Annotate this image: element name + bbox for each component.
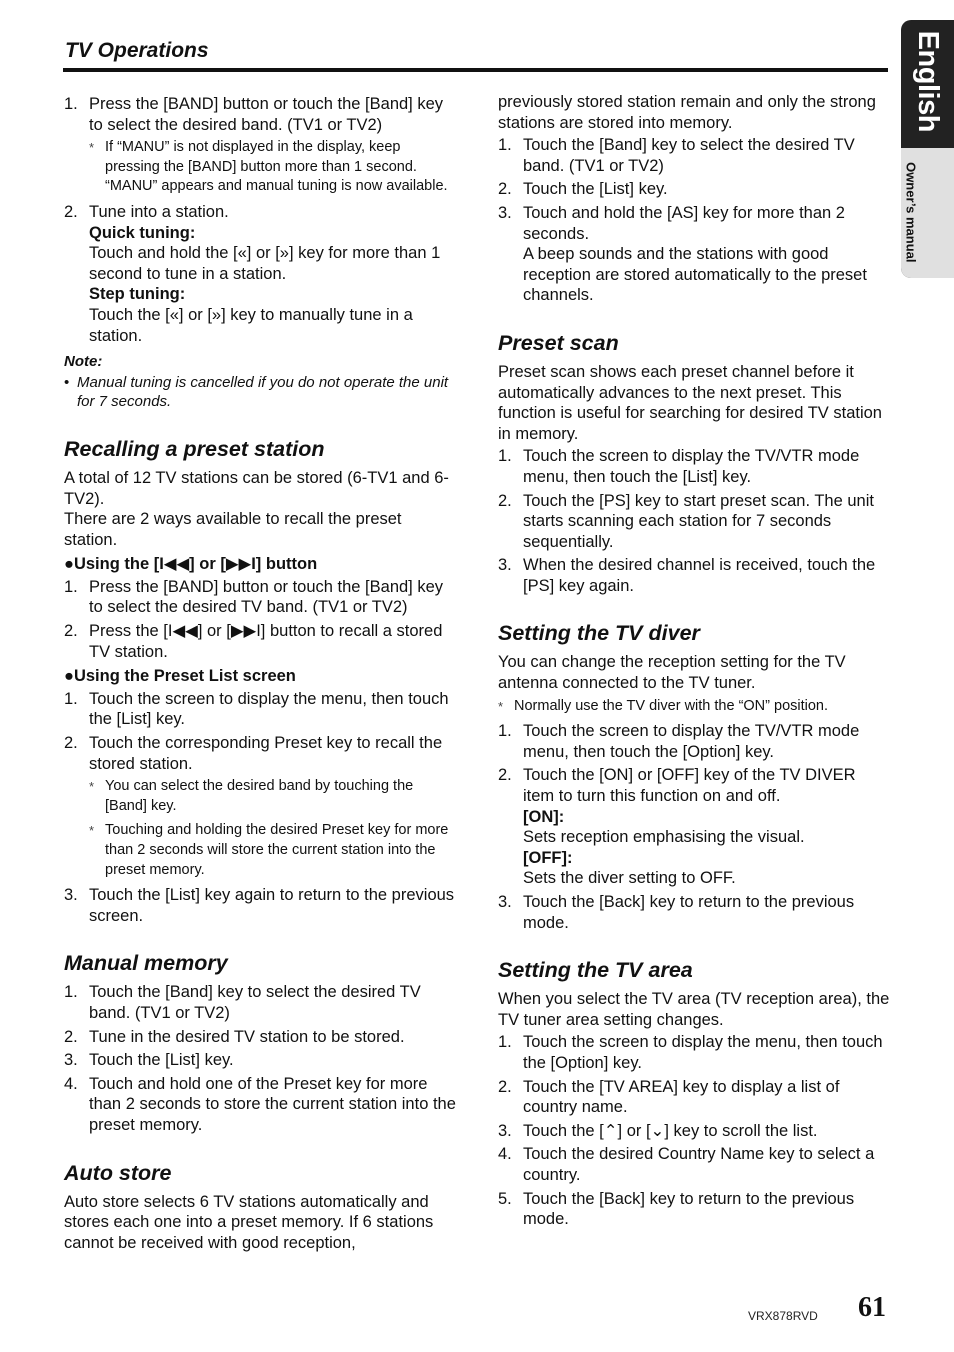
footnote: * You can select the desired band by touching the [Band] key. [89,778,414,814]
owners-manual-label: Owner’s manual [903,161,919,263]
page-number: 61 [858,1292,886,1323]
recall-steps-2 [64,689,456,927]
recall-steps-1 [64,577,456,662]
list-item: 2. Touch the [PS] key to start preset scan. The unit starts scanning each station for 7 seconds sequentially. [498,491,874,551]
section-title-preset-scan: Preset scan [498,330,619,355]
header-rule [63,68,888,72]
list-item: 4. Touch and hold one of the Preset key for more than 2 seconds to store the current station into the preset memory. [64,1074,456,1134]
list-item: 2. Tune in the desired TV station to be stored. [64,1027,405,1046]
manual-memory-steps [64,982,456,1135]
list-item: 3. Touch the [Back] key to return to the previous mode. [498,893,855,932]
list-item: 1. Touch the [Band] key to select the desired TV band. (TV1 or TV2) [498,136,855,175]
list-item: 1. Touch the screen to display the menu, then touch the [Option] key. [498,1033,883,1072]
list-item: 1. Touch the screen to display the TV/VTR mode menu, then touch the [Option] key. [498,722,860,761]
list-item: 4. Touch the desired Country Name key to select a country. [498,1145,875,1184]
method-heading: ●Using the [I◀◀] or [▶▶I] button [64,555,318,574]
off-option-label: [OFF]: [523,848,573,867]
section-title-manual-memory: Manual memory [64,951,228,976]
list-item: 1. Press the [BAND] button or touch the [Band] key to select the desired band. (TV1 or TV2) * If “MANU” is not displayed in the display, keep pressing the [BAND] button more than 1 second. “MANU” appears and manual tuning is now available. [64,94,456,197]
list-item: 3. Touch the [List] key. [64,1051,234,1070]
section-title-tv-area: Setting the TV area [498,958,693,983]
footnote: * Touching and holding the desired Preset key for more than 2 seconds will store the current station into the preset memory. [89,822,449,878]
tv-diver-steps [498,721,890,933]
list-item: 1. Touch the screen to display the TV/VTR mode menu, then touch the [List] key. [498,447,860,486]
tv-area-steps [498,1032,890,1229]
list-item: 3. Touch the [List] key again to return to the previous screen. [64,886,455,925]
on-option-label: [ON]: [523,807,565,826]
model-number: VRX878RVD [748,1309,818,1323]
list-item: 1. Touch the [Band] key to select the desired TV band. (TV1 or TV2) [64,983,421,1022]
left-column: 1. Press the [BAND] button or touch the [Band] key to select the desired band. (TV1 or TV2) * If “MANU” is not displayed in the display, keep pressing the [BAND] button more than 1 second. “MANU” appears and manual tuning is now available. 2. Tune into a station. Quick tuning: Touch and hold the [«] or [»] key for more than 1 second to tune in a station. Step tuning: Touch the [«] or [»] key to manually tune in a station. Note: • Manual tuning is cancelled if you do not operate the unit for 7 seconds. Recalling a preset station A total of 12 TV stations can be stored (6-TV1 and 6-TV2). There are 2 ways available to recall the preset station. ●Using the [I◀◀] or [▶▶I] button 1. Press the [BAND] button or touch the [Band] key to select the desired TV band. (TV1 or TV2) 2. Press the [I◀◀] or [▶▶I] button to recall a stored TV station. ●Using the Preset List screen 1. Touch the screen to display the menu, then touch the [List] key. 2. Touch the corresponding Preset key to recall the stored station. * You can select the desired band by touching the [Band] key. * Touching and holding the desired Preset key for more than 2 seconds will store the current station into the preset memory. 3. Touch the [List] key again to return to the previous screen. Manual memory 1. Touch the [Band] key to select the desired TV band. (TV1 or TV2) 2. Tune in the desired TV station to be stored. 3. Touch the [List] key. 4. Touch and hold one of the Preset key for more than 2 seconds to store the current station into the preset memory. Auto store Auto store selects 6 TV stations automatically and stores each one into a preset memory. If 6 stations cannot be received with good reception, [64,95,456,1252]
note-text: • Manual tuning is cancelled if you do not operate the unit for 7 seconds. [64,373,449,411]
section-header-title: TV Operations [65,39,209,62]
footnote: * Normally use the TV diver with the “ON” position. [498,697,829,714]
list-item: 2. Tune into a station. Quick tuning: Touch and hold the [«] or [»] key for more than 1 second to tune in a station. Step tuning: Touch the [«] or [»] key to manually tune in a station. [64,202,456,346]
quick-tuning-label: Quick tuning: [89,223,196,242]
list-item: 3. Touch the [⌃] or [⌄] key to scroll the list. [498,1121,818,1140]
list-item: 2. Touch the [ON] or [OFF] key of the TV DIVER item to turn this function on and off. [ON]: Sets reception emphasising the visual. [OFF]: Sets the diver setting to OFF. [498,765,890,889]
list-item: 1. Touch the screen to display the menu, then touch the [List] key. [64,689,449,729]
list-item: 5. Touch the [Back] key to return to the previous mode. [498,1189,855,1229]
section-title-recall: Recalling a preset station [64,436,325,461]
list-item: 2. Press the [I◀◀] or [▶▶I] button to recall a stored TV station. [64,622,443,661]
step-tuning-label: Step tuning: [89,285,186,304]
list-item: 1. Press the [BAND] button or touch the [Band] key to select the desired TV band. (TV1 or TV2) [64,577,444,617]
list-item: 2. Touch the [List] key. [498,180,668,199]
list-item: 2. Touch the corresponding Preset key to recall the stored station. * You can select the desired band by touching the [Band] key. * Touching and holding the desired Preset key for more than 2 seconds will store the current station into the preset memory. [64,733,456,880]
method-heading: ●Using the Preset List screen [64,667,296,686]
language-label: English [912,30,945,132]
list-item: 3. When the desired channel is received, touch the [PS] key again. [498,556,876,595]
intro-steps [64,94,456,346]
list-item: 2. Touch the [TV AREA] key to display a list of country name. [498,1077,840,1117]
right-column: previously stored station remain and only the strong stations are stored into memory. 1. Touch the [Band] key to select the desired TV band. (TV1 or TV2) 2. Touch the [List] key. 3. Touch and hold the [AS] key for more than 2 seconds. A beep sounds and the stations with good reception are stored automatically to the preset channels. Preset scan Preset scan shows each preset channel before it automatically advances to the next preset. This function is useful for searching for desired TV station in memory. 1. Touch the screen to display the TV/VTR mode menu, then touch the [List] key. 2. Touch the [PS] key to start preset scan. The unit starts scanning each station for 7 seconds sequentially. 3. When the desired channel is received, touch the [PS] key again. Setting the TV diver You can change the reception setting for the TV antenna connected to the TV tuner. * Normally use the TV diver with the “ON” position. 1. Touch the screen to display the TV/VTR mode menu, then touch the [Option] key. 2. Touch the [ON] or [OFF] key of the TV DIVER item to turn this function on and off. [ON]: Sets reception emphasising the visual. [OFF]: Sets the diver setting to OFF. 3. Touch the [Back] key to return to the previous mode. Setting the TV area When you select the TV area (TV reception area), the TV tuner area setting changes. 1. Touch the screen to display the menu, then touch the [Option] key. 2. Touch the [TV AREA] key to display a list of country name. 3. Touch the [⌃] or [⌄] key to scroll the list. 4. Touch the desired Country Name key to select a country. 5. Touch the [Back] key to return to the previous mode. [498,93,890,1229]
section-title-tv-diver: Setting the TV diver [498,621,700,646]
footnote: * If “MANU” is not displayed in the display, keep pressing the [BAND] button more than 1 second. “MANU” appears and manual tuning is now available. [89,139,448,195]
auto-store-steps [498,135,890,306]
note-title: Note: [64,353,103,371]
section-title-auto-store: Auto store [64,1160,172,1185]
list-item: 3. Touch and hold the [AS] key for more than 2 seconds. A beep sounds and the stations with good reception are stored automatically to the preset channels. [498,203,867,305]
preset-scan-steps [498,446,890,596]
